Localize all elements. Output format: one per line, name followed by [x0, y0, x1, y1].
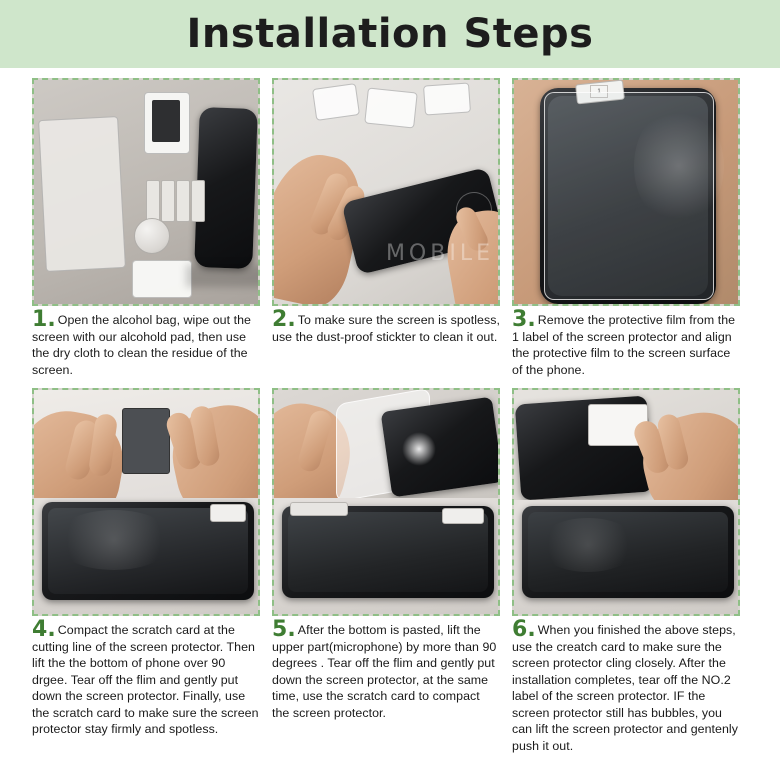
steps-grid [0, 68, 780, 754]
header-banner [0, 0, 780, 68]
step-6-text: When you finished the above steps, use the creatch card to make sure the screen protector cling closely. After the installation completes, tear off the NO.2 label of the screen protector. IF the screen protector still has bubbles, you can lift the screen protector and gentenly push it out. [512, 623, 738, 753]
film-tab-label: 1 [590, 85, 608, 98]
step-3-text: Remove the protective film from the 1 label of the screen protector and align the protective film to the screen surface of the phone. [512, 313, 736, 377]
step-6-number: 6. [512, 617, 536, 642]
step-6-caption [512, 617, 740, 754]
watermark-text: MOBILE [385, 241, 494, 266]
step-card-6 [512, 388, 740, 754]
step-card-2 [272, 78, 500, 378]
step-4-photo-scratch-card [32, 388, 260, 616]
step-2-photo-dust-sticker [272, 78, 500, 306]
step-2-number: 2. [272, 307, 296, 332]
step-5-photo-lift-upper [272, 388, 500, 616]
step-card-4 [32, 388, 260, 754]
step-2-caption [272, 307, 500, 345]
page-title: Installation Steps [186, 11, 594, 57]
step-6-photo-final-check [512, 388, 740, 616]
step-card-1 [32, 78, 260, 378]
step-2-text: To make sure the screen is spotless, use the dust-proof stickter to clean it out. [272, 313, 500, 344]
step-card-3 [512, 78, 740, 378]
step-1-caption [32, 307, 260, 378]
step-5-number: 5. [272, 617, 296, 642]
step-4-number: 4. [32, 617, 56, 642]
step-5-caption [272, 617, 500, 721]
step-5-text: After the bottom is pasted, lift the upper part(microphone) by more than 90 degrees . Tear off the flim and gently put down the screen protector, at the same time, use the scratch card to compact the screen protector. [272, 623, 497, 720]
step-4-text: Compact the scratch card at the cutting line of the screen protector. Then lift the the bottom of phone over 90 drgee. Tear off the flim and gently put down the screen protector. Finally, use the scratch card to make sure the screen protector stay firmly and spotless. [32, 623, 259, 736]
step-3-number: 3. [512, 307, 536, 332]
step-3-photo-align-film [512, 78, 740, 306]
step-3-caption [512, 307, 740, 378]
steps-row-2 [32, 388, 748, 754]
step-card-5 [272, 388, 500, 754]
step-1-text: Open the alcohol bag, wipe out the screen with our alcohold pad, then use the dry cloth to clean the residue of the screen. [32, 313, 251, 377]
step-4-caption [32, 617, 260, 738]
steps-row-1 [32, 78, 748, 378]
step-1-photo-kit-contents [32, 78, 260, 306]
step-1-number: 1. [32, 307, 56, 332]
